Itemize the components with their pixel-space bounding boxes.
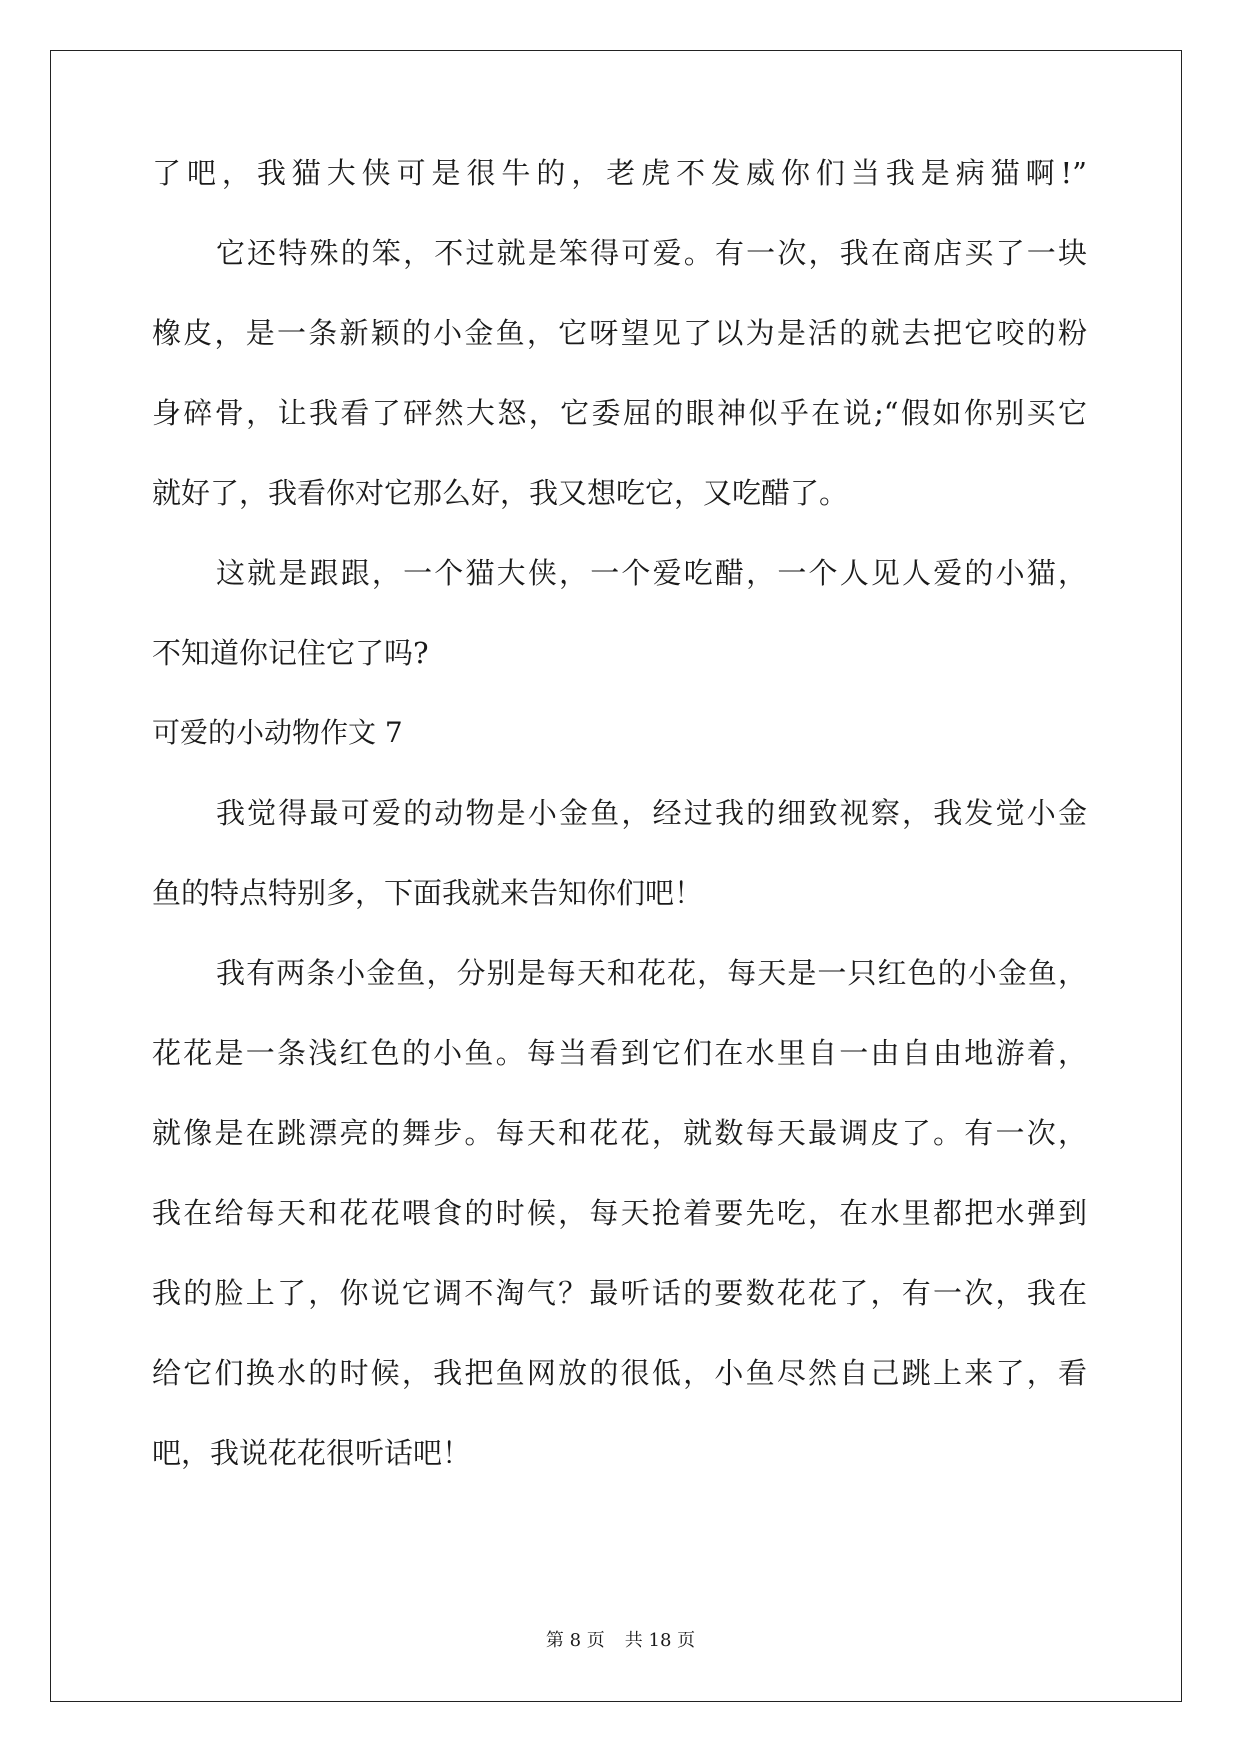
paragraph-start: 我有两条小金鱼，分别是每天和花花，每天是一只红色的小金鱼， [216, 956, 1087, 990]
paragraph-start: 我觉得最可爱的动物是小金鱼，经过我的细致视察，我发觉小金 [216, 796, 1087, 830]
document-body [152, 153, 1087, 1513]
paragraph-start: 它还特殊的笨，不过就是笨得可爱。有一次，我在商店买了一块 [216, 236, 1087, 270]
text-line: 吧，我说花花很听话吧！ [152, 1436, 472, 1470]
text-line: 就像是在跳漂亮的舞步。每天和花花，就数每天最调皮了。有一次， [152, 1116, 1087, 1150]
text-line: 橡皮，是一条新颖的小金鱼，它呀望见了以为是活的就去把它咬的粉 [152, 316, 1087, 350]
text-line: 我的脸上了，你说它调不淘气？最听话的要数花花了，有一次，我在 [152, 1276, 1087, 1310]
text-line: 不知道你记住它了吗? [152, 636, 429, 670]
text-line: 就好了，我看你对它那么好，我又想吃它，又吃醋了。 [152, 476, 849, 510]
text-line: 鱼的特点特别多，下面我就来告知你们吧！ [152, 876, 704, 910]
text-line: 我在给每天和花花喂食的时候，每天抢着要先吃，在水里都把水弹到 [152, 1196, 1087, 1230]
text-line: 了吧，我猫大侠可是很牛的，老虎不发威你们当我是病猫啊!” [152, 156, 1087, 190]
section-heading: 可爱的小动物作文 7 [152, 716, 403, 749]
paragraph-start: 这就是跟跟，一个猫大侠，一个爱吃醋，一个人见人爱的小猫， [216, 556, 1087, 590]
page-number: 第 8 页 [545, 1630, 605, 1651]
page-total: 共 18 页 [624, 1630, 696, 1651]
page-footer [0, 1626, 1241, 1652]
text-line: 给它们换水的时候，我把鱼网放的很低，小鱼尽然自己跳上来了，看 [152, 1356, 1087, 1390]
text-line: 花花是一条浅红色的小鱼。每当看到它们在水里自一由自由地游着， [152, 1036, 1087, 1070]
text-line: 身碎骨，让我看了砰然大怒，它委屈的眼神似乎在说;“假如你别买它 [152, 396, 1087, 430]
